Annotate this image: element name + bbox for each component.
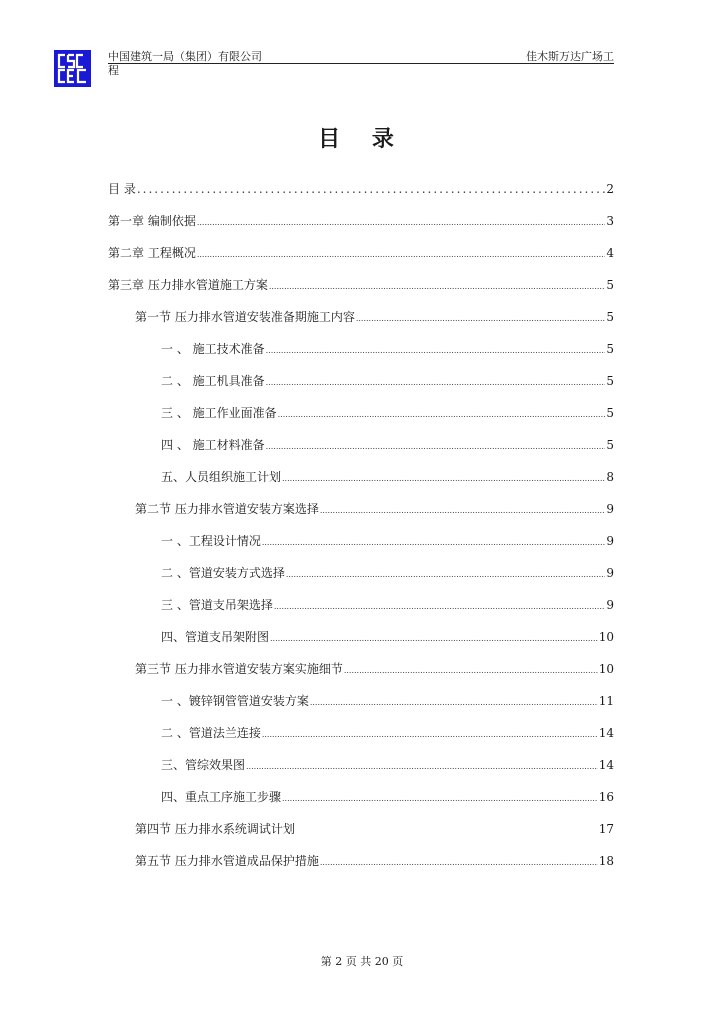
- toc-entry-title: 五、人员组织施工计划: [161, 470, 282, 484]
- toc-leader: [262, 538, 606, 547]
- toc-entry[interactable]: [108, 436, 614, 468]
- toc-entry-title: 第二章 工程概况: [108, 246, 196, 260]
- toc-entry[interactable]: [108, 852, 614, 884]
- toc-entry-page: 5: [606, 406, 614, 420]
- toc-entry[interactable]: [108, 276, 614, 308]
- toc-entry[interactable]: [108, 724, 614, 756]
- toc-entry-page: 17: [598, 822, 614, 836]
- toc-entry[interactable]: [108, 788, 614, 820]
- toc-entry-title: 二 、管道法兰连接: [161, 726, 261, 740]
- toc-entry-title: 第一节 压力排水管道安装准备期施工内容: [135, 310, 355, 324]
- toc-entry-page: 3: [606, 214, 614, 228]
- toc-leader: [266, 346, 606, 355]
- toc-entry-title: 第三节 压力排水管道安装方案实施细节: [135, 662, 343, 676]
- toc-entry-page: 10: [598, 630, 614, 644]
- table-of-contents: [108, 180, 614, 884]
- toc-leader: [246, 762, 598, 771]
- header-project-name-continued: 程: [108, 64, 119, 77]
- toc-entry[interactable]: [108, 468, 614, 500]
- company-logo: [54, 50, 91, 87]
- toc-leader: [266, 378, 606, 387]
- toc-entry-page: 4: [606, 246, 614, 260]
- toc-entry-title: 三 、 施工作业面准备: [161, 406, 277, 420]
- toc-entry[interactable]: [108, 244, 614, 276]
- toc-entry-page: 11: [598, 694, 614, 708]
- toc-entry[interactable]: [108, 660, 614, 692]
- toc-entry-title: 四、重点工序施工步骤: [161, 790, 282, 804]
- toc-entry[interactable]: [108, 628, 614, 660]
- toc-entry-title: 三、管综效果图: [161, 758, 246, 772]
- page-title: 目 录: [318, 127, 406, 152]
- toc-entry-title: 二 、管道安装方式选择: [161, 566, 285, 580]
- toc-leader: [197, 218, 606, 227]
- toc-leader: [269, 282, 606, 291]
- toc-entry-page: 5: [606, 342, 614, 356]
- toc-entry-page: 10: [598, 662, 614, 676]
- toc-entry[interactable]: [108, 692, 614, 724]
- toc-entry-title: 第三章 压力排水管道施工方案: [108, 278, 268, 292]
- toc-leader: [356, 314, 606, 323]
- toc-entry-page: 14: [598, 726, 614, 740]
- header-company-name: 中国建筑一局（集团）有限公司: [108, 50, 262, 63]
- toc-entry-page: 9: [606, 598, 614, 612]
- toc-entry-title: 四 、 施工材料准备: [161, 438, 265, 452]
- toc-leader: [320, 506, 606, 515]
- toc-leader: [344, 666, 598, 675]
- toc-entry-page: 14: [598, 758, 614, 772]
- toc-entry-page: 9: [606, 566, 614, 580]
- toc-leader: [197, 250, 606, 259]
- toc-entry[interactable]: [108, 404, 614, 436]
- toc-entry[interactable]: [108, 500, 614, 532]
- toc-leader: [262, 730, 598, 739]
- toc-entry-title: 第四节 压力排水系统调试计划: [135, 822, 295, 836]
- toc-entry-page: 5: [606, 374, 614, 388]
- toc-leader: [282, 474, 605, 483]
- toc-leader: [266, 442, 606, 451]
- toc-entry[interactable]: [108, 756, 614, 788]
- header-divider: [108, 63, 614, 64]
- toc-entry-title: 第一章 编制依据: [108, 214, 196, 228]
- toc-entry-page: 5: [606, 310, 614, 324]
- cscec-logo-icon: [54, 50, 91, 87]
- toc-entry-title: 目 录: [108, 182, 136, 196]
- toc-entry-page: 8: [606, 470, 614, 484]
- toc-entry[interactable]: [108, 372, 614, 404]
- toc-leader: [282, 794, 598, 803]
- toc-leader: [137, 182, 606, 196]
- toc-entry-title: 二 、 施工机具准备: [161, 374, 265, 388]
- toc-entry-title: 四、管道支吊架附图: [161, 630, 270, 644]
- toc-leader: [270, 634, 598, 643]
- toc-entry[interactable]: [108, 564, 614, 596]
- toc-leader: [286, 570, 606, 579]
- toc-entry[interactable]: [108, 820, 614, 852]
- page-number-footer: 第 2 页 共 20 页: [320, 955, 404, 968]
- toc-entry-page: 5: [606, 278, 614, 292]
- toc-entry-page: 5: [606, 438, 614, 452]
- toc-entry-page: 9: [606, 534, 614, 548]
- toc-leader: [310, 698, 598, 707]
- toc-entry-page: 9: [606, 502, 614, 516]
- toc-entry-title: 一 、工程设计情况: [161, 534, 261, 548]
- toc-entry-title: 一 、 施工技术准备: [161, 342, 265, 356]
- toc-entry-title: 一 、镀锌钢管管道安装方案: [161, 694, 309, 708]
- toc-entry[interactable]: [108, 212, 614, 244]
- toc-leader: [274, 602, 606, 611]
- toc-leader: [278, 410, 606, 419]
- toc-entry-page: 18: [598, 854, 614, 868]
- toc-entry[interactable]: [108, 180, 614, 212]
- header-project-name: 佳木斯万达广场工: [526, 50, 614, 63]
- toc-entry-title: 第五节 压力排水管道成品保护措施: [135, 854, 319, 868]
- toc-entry-title: 第二节 压力排水管道安装方案选择: [135, 502, 319, 516]
- toc-entry[interactable]: [108, 340, 614, 372]
- toc-leader: [320, 858, 598, 867]
- toc-entry-page: 16: [598, 790, 614, 804]
- toc-entry-page: 2: [606, 182, 614, 196]
- toc-entry[interactable]: [108, 308, 614, 340]
- toc-entry[interactable]: [108, 596, 614, 628]
- toc-entry-title: 三 、管道支吊架选择: [161, 598, 273, 612]
- toc-entry[interactable]: [108, 532, 614, 564]
